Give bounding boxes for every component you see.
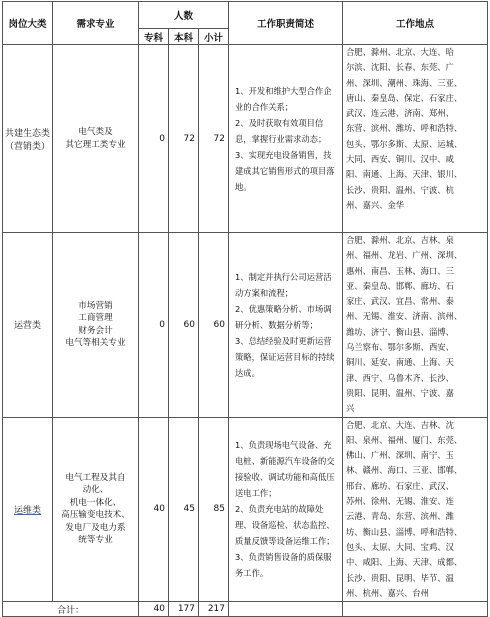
- total-duties-empty: [229, 602, 343, 617]
- total-locations-empty: [343, 602, 488, 617]
- cell-line: 林、赣州、海口、三亚、邯郸、: [346, 465, 463, 476]
- cell-line: 州、无锡、淮安、济南、滨州、: [346, 311, 463, 322]
- cell-line: 武汉、连云港、济南、郑州、: [346, 108, 454, 119]
- cell-line: 电气工程及其自: [65, 472, 126, 483]
- recruitment-table: [2, 1, 488, 617]
- cell-line: 苏州、徐州、无锡、淮安、连: [346, 496, 454, 507]
- header-bachelor: 本科: [169, 29, 199, 45]
- subtotal-count: 85: [199, 417, 229, 602]
- cell-line: 州、深圳、潮州、珠海、三亚、: [346, 77, 463, 88]
- cell-line: 尔滨、沈阳、长春、东莞、广: [346, 62, 454, 73]
- cell-line: 发电厂及电力系: [65, 522, 126, 533]
- cell-line: 电气类及: [78, 127, 113, 137]
- cell-line: 动化、: [82, 485, 109, 496]
- cell-line: 电气等相关专业: [65, 338, 126, 349]
- specialty-count: 40: [139, 417, 169, 602]
- duties-cell: 1、负责现场电气设备、充电桩、新能源汽车设备的交接验收、调试功能和高低压送电工作； 2、负责充电站的故障处理、设备巡检、状态监控、质量反馈等设备运维工作； 3、负责销售设备的质保服务工作。: [229, 417, 343, 602]
- locations-cell: [343, 45, 488, 233]
- cell-line: 唐山、秦皇岛、保定、石家庄、: [346, 92, 463, 103]
- header-category: 岗位大类: [3, 2, 53, 45]
- table-row: [3, 45, 488, 233]
- major-cell: [53, 233, 139, 418]
- bachelor-count: 45: [169, 417, 199, 602]
- major-cell: [53, 45, 139, 233]
- cell-line: 兴: [346, 403, 355, 414]
- subtotal-count: 72: [199, 45, 229, 233]
- cell-line: 乌兰察布、鄂尔多斯、西安、: [346, 342, 454, 353]
- cell-line: 中、咸阳、上海、天津、成都、: [346, 557, 463, 568]
- duties-cell: 1、开发和维护大型合作企业的合作关系； 2、及时获取有效项目信息，掌握行业需求动态； 3、实现充电设备销售，技建成其它销售形式的项目落地。: [229, 45, 343, 233]
- cell-line: 州、福州、龙岩、广州、深圳、: [346, 250, 463, 261]
- category-link-text: 运维类: [13, 505, 41, 516]
- total-subtotal: 217: [199, 602, 229, 617]
- header-row: [3, 2, 488, 29]
- cell-line: 合肥、滁州、北京、大连、哈: [346, 47, 454, 57]
- duties-cell: 1、制定并执行公司运营活动方案和流程； 2、优惠策略分析、市场调研分析、数据分析等； 3、总结经验及时更新运营策略，保证运营目标的持续达成。: [229, 233, 343, 418]
- total-row: [3, 602, 488, 617]
- bachelor-count: 72: [169, 45, 199, 233]
- cell-line: 潍坊、济宁、衡山县、淄博、: [346, 326, 454, 337]
- cell-line: 邢台、廊坊、石家庄、武汉、: [346, 480, 454, 491]
- category-cell: 运营类: [3, 233, 53, 418]
- header-duties: 工作职责简述: [229, 2, 343, 45]
- table-row: [3, 417, 488, 602]
- specialty-count: 0: [139, 233, 169, 418]
- cell-line: 州、嘉兴、金华: [346, 199, 405, 210]
- cell-line: 市场营销: [78, 300, 113, 311]
- cell-line: 包头、太原、大同、宝鸡、汉: [346, 541, 454, 552]
- cell-line: 惠州、南昌、玉林、海口、三: [346, 265, 454, 276]
- cell-line: 铜川、延安、南通、上海、天: [346, 357, 454, 368]
- cell-line: 其它理工类专业: [65, 139, 126, 150]
- cell-line: 亚、秦皇岛、邯郸、廊坊、石: [346, 280, 454, 291]
- cell-line: 云港、青岛、东营、滨州、潍: [346, 511, 454, 522]
- header-locations: 工作地点: [343, 2, 488, 45]
- cell-line: 贵阳、昆明、温州、宁波、嘉: [346, 387, 454, 398]
- cell-line: 高压输变电技术、: [61, 510, 130, 521]
- cell-line: 州、杭州、嘉兴、台州: [346, 587, 429, 598]
- subtotal-count: 60: [199, 233, 229, 418]
- locations-cell: [343, 233, 488, 418]
- cell-line: 佛山、广州、深圳、南宁、玉: [346, 450, 454, 461]
- cell-line: 坊、衡山县、淄博、呼和浩特、: [346, 526, 463, 537]
- specialty-count: 0: [139, 45, 169, 233]
- table-row: [3, 233, 488, 418]
- header-specialty: 专科: [139, 29, 169, 45]
- cell-line: 合肥、北京、大连、吉林、沈: [346, 419, 454, 430]
- cell-line: 阳、南通、上海、天津、银川、: [346, 169, 463, 180]
- category-cell: [3, 417, 53, 602]
- cell-line: 统等专业: [78, 535, 113, 546]
- header-major: 需求专业: [53, 2, 139, 45]
- total-bachelor: 177: [169, 602, 199, 617]
- bachelor-count: 60: [169, 233, 199, 418]
- cell-line: 包头、鄂尔多斯、太原、运城、: [346, 138, 463, 149]
- total-specialty: 40: [139, 602, 169, 617]
- total-label: 合计：: [3, 602, 139, 617]
- cell-line: 东营、滨州、潍坊、呼和浩特、: [346, 123, 463, 134]
- cell-line: 家庄、武汉、宜昌、常州、泰: [346, 296, 454, 307]
- cell-line: 大同、西安、铜川、汉中、咸: [346, 154, 454, 165]
- cell-line: 津、西宁、乌鲁木齐、长沙、: [346, 372, 454, 383]
- cell-line: 长沙、贵阳、昆明、毕节、温: [346, 572, 454, 583]
- cell-line: 长沙、贵阳、温州、宁波、杭: [346, 184, 454, 195]
- cell-line: 财务会计: [78, 325, 113, 336]
- cell-line: 合肥、滁州、北京、吉林、泉: [346, 235, 454, 245]
- cell-line: 工商管理: [78, 313, 113, 324]
- category-cell: 共建生态类 （营销类）: [3, 45, 53, 233]
- cell-line: 阳、泉州、福州、厦门、东莞、: [346, 434, 463, 445]
- header-subtotal: 小计: [199, 29, 229, 45]
- header-count-group: 人数: [139, 2, 229, 29]
- locations-cell: [343, 417, 488, 602]
- cell-line: 机电一体化、: [69, 497, 122, 508]
- major-cell: [53, 417, 139, 602]
